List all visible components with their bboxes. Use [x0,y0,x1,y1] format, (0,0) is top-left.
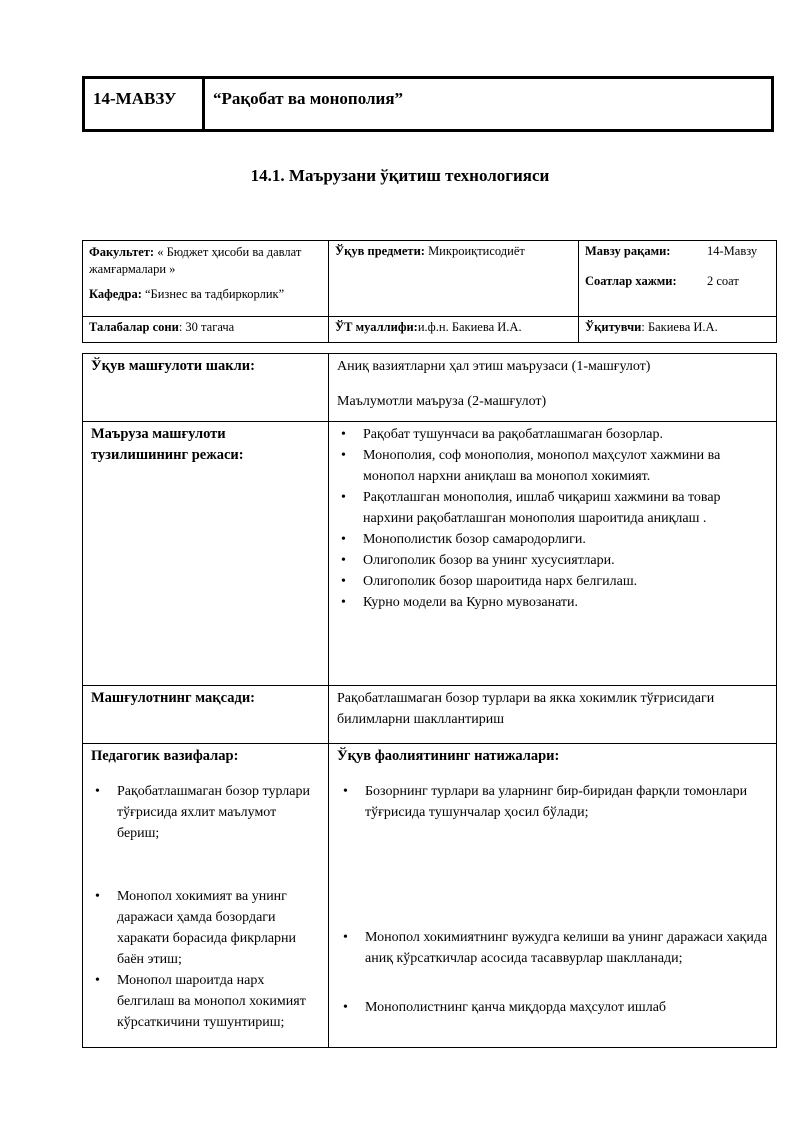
subject-cell [329,241,579,317]
plan-item: • Монополистик бозор самародорлиги. [337,529,768,550]
plan-item: • Олигополик бозор шароитида нарх белгилаш. [337,571,768,592]
result-item: • Монополистнинг қанча миқдорда маҳсулот ишлаб [337,997,768,1018]
plan-item: • Рақобат тушунчаси ва рақобатлашмаган бозорлар. [337,424,768,445]
students-label: Талабалар сони [89,320,179,334]
info-row-1 [83,241,777,317]
tasks-row [83,744,777,1048]
students-value: : 30 тагача [178,320,235,334]
section-title: 14.1. Маърузани ўқитиш технологияси [250,166,550,185]
plan-label: Маъруза машғулоти тузилишининг режаси: [83,422,329,686]
task-item: • Рақобатлашмаган бозор турлари тўғрисида яхлит маълумот бериш; [91,781,320,844]
plan-list [337,424,768,613]
topic-title: “Рақобат ва монополия” [213,89,404,108]
result-item: • Бозорнинг турлари ва уларнинг бир-биридан фарқли томонлари тўғрисида тушунчалар ҳосил бўлади; [337,781,768,823]
author-cell [329,317,579,343]
form-row [83,354,777,422]
results-list [337,781,768,1018]
task-item: • Монопол хокимият ва унинг даражаси ҳамда бозордаги харакати борасида фикрларни баён этиш; [91,886,320,970]
subject-value: Микроиқтисодиёт [424,244,525,258]
teacher-cell [579,317,777,343]
result-item: • Монопол хокимиятнинг вужудга келиши ва унинг даражаси хақида аниқ кўрсаткичлар асосида тасаввурлар шаклланади; [337,927,768,969]
form-label: Ўқув машғулоти шакли: [83,354,329,422]
students-cell [83,317,329,343]
topic-no-label: Мавзу рақами: [585,244,671,258]
plan-item: • Олигополик бозор ва унинг хусусиятлари. [337,550,768,571]
tasks-list [91,781,320,1033]
task-item: • Монопол шароитда нарх белгилаш ва монопол хокимият кўрсаткичини тушунтириш; [91,970,320,1033]
topic-meta-cell [579,241,777,317]
info-table [82,240,777,343]
hours-value: 2 соат [707,274,739,288]
tasks-cell [83,744,329,1048]
subject-label: Ўқув предмети: [335,244,425,258]
faculty-value: « Бюджет ҳисоби ва давлат жамғармалари » [89,245,302,276]
department-label: Кафедра: [89,287,142,301]
teacher-label: Ўқитувчи [585,320,642,334]
topic-no-value: 14-Мавзу [707,244,758,258]
department-value: “Бизнес ва тадбиркорлик” [141,287,285,301]
faculty-label: Факультет: [89,245,155,259]
teacher-value: : Бакиева И.А. [641,320,718,334]
goal-value: Рақобатлашмаган бозор турлари ва якка хокимлик тўғрисидаги билимларни шакллантириш [329,686,777,744]
faculty-cell [83,241,329,317]
goal-label: Машғулотнинг мақсади: [83,686,329,744]
plan-item: • Рақотлашган монополия, ишлаб чиқариш хажмини ва товар нархини рақобатлашган монополия шароитида аниқлаш . [337,487,768,529]
topic-number: 14-МАВЗУ [85,79,205,129]
main-table [82,353,777,1048]
plan-cell [329,422,777,686]
form-value-2: Маълумотли маъруза (2-машғулот) [337,394,547,409]
plan-item: • Монополия, соф монополия, монопол маҳсулот хажмини ва монопол нархни аниқлаш ва монопол хокимият. [337,445,768,487]
results-cell [329,744,777,1048]
topic-header-box [82,76,774,132]
form-value-1: Аниқ вазиятларни ҳал этиш маърузаси (1-машғулот) [337,359,651,374]
tasks-label: Педагогик вазифалар: [91,748,239,764]
form-cell [329,354,777,422]
info-row-2 [83,317,777,343]
plan-row [83,422,777,686]
hours-label: Соатлар хажми: [585,274,677,288]
goal-row [83,686,777,744]
author-label: ЎТ муаллифи: [335,320,418,334]
plan-item: • Курно модели ва Курно мувозанати. [337,592,768,613]
results-label: Ўқув фаолиятининг натижалари: [337,748,560,764]
author-value: и.ф.н. Бакиева И.А. [417,320,522,334]
